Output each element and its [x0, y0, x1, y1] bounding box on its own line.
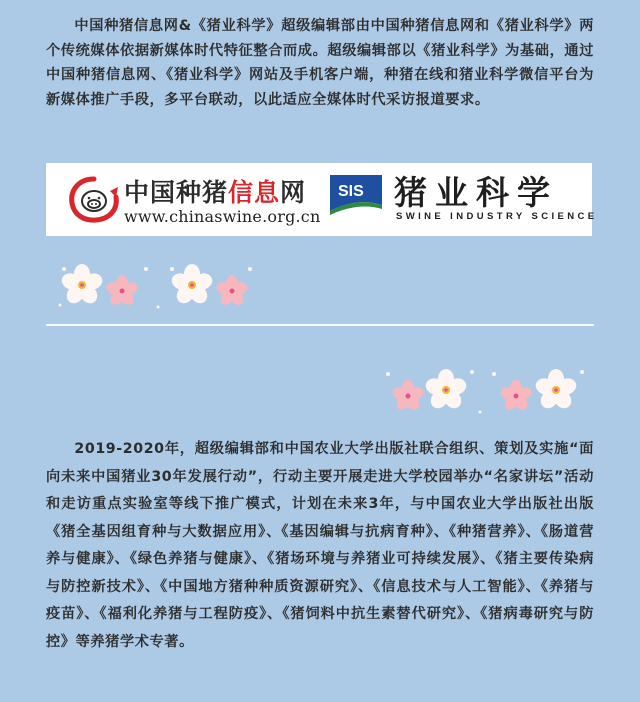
section-divider: [46, 324, 594, 326]
activity-paragraph: 2019-2020年，超级编辑部和中国农业大学出版社联合组织、策划及实施“面向未来中国猪业30年发展行动”，行动主要开展走进大学校园举办“名家讲坛”活动和走访重点实验室等线下推广模式，计划在未来3年，与中国农业大学出版社出版《猪全基因组育种与大数据应用》、《基因编辑与抗病育种》、《种猪营养》、《肠道营养与健康》、《绿色养猪与健康》、《猪场环境与养猪业可持续发展》、《猪主要传染病与防控新技术》、《中国地方猪种种质资源研究》、《信息技术与人工智能》、《养猪与疫苗》、《福利化养猪与工程防疫》、《猪饲料中抗生素替代研究》、《猪病毒研究与防控》等养猪学术专著。: [46, 441, 594, 650]
flower-decoration-right: [380, 360, 590, 424]
pig-logo-icon: [66, 173, 122, 225]
flower-decoration-left: [50, 255, 260, 319]
sis-logo-icon: [328, 171, 386, 221]
logo-banner: [46, 163, 598, 236]
sis-mark: SIS: [338, 183, 364, 200]
site-name: 中国种猪信息网: [124, 178, 307, 207]
magazine-english-name: SWINE INDUSTRY SCIENCE: [396, 211, 598, 222]
site-url: www.chinaswine.org.cn: [124, 207, 321, 226]
magazine-name: 猪业科学: [394, 173, 558, 212]
intro-paragraph: 中国种猪信息网&《猪业科学》超级编辑部由中国种猪信息网和《猪业科学》两个传统媒体依据新媒体时代特征整合而成。超级编辑部以《猪业科学》为基础，通过中国种猪信息网、《猪业科学》网站及手机客户端，种猪在线和猪业科学微信平台为新媒体推广手段，多平台联动，以此适应全媒体时代采访报道要求。: [46, 18, 594, 108]
